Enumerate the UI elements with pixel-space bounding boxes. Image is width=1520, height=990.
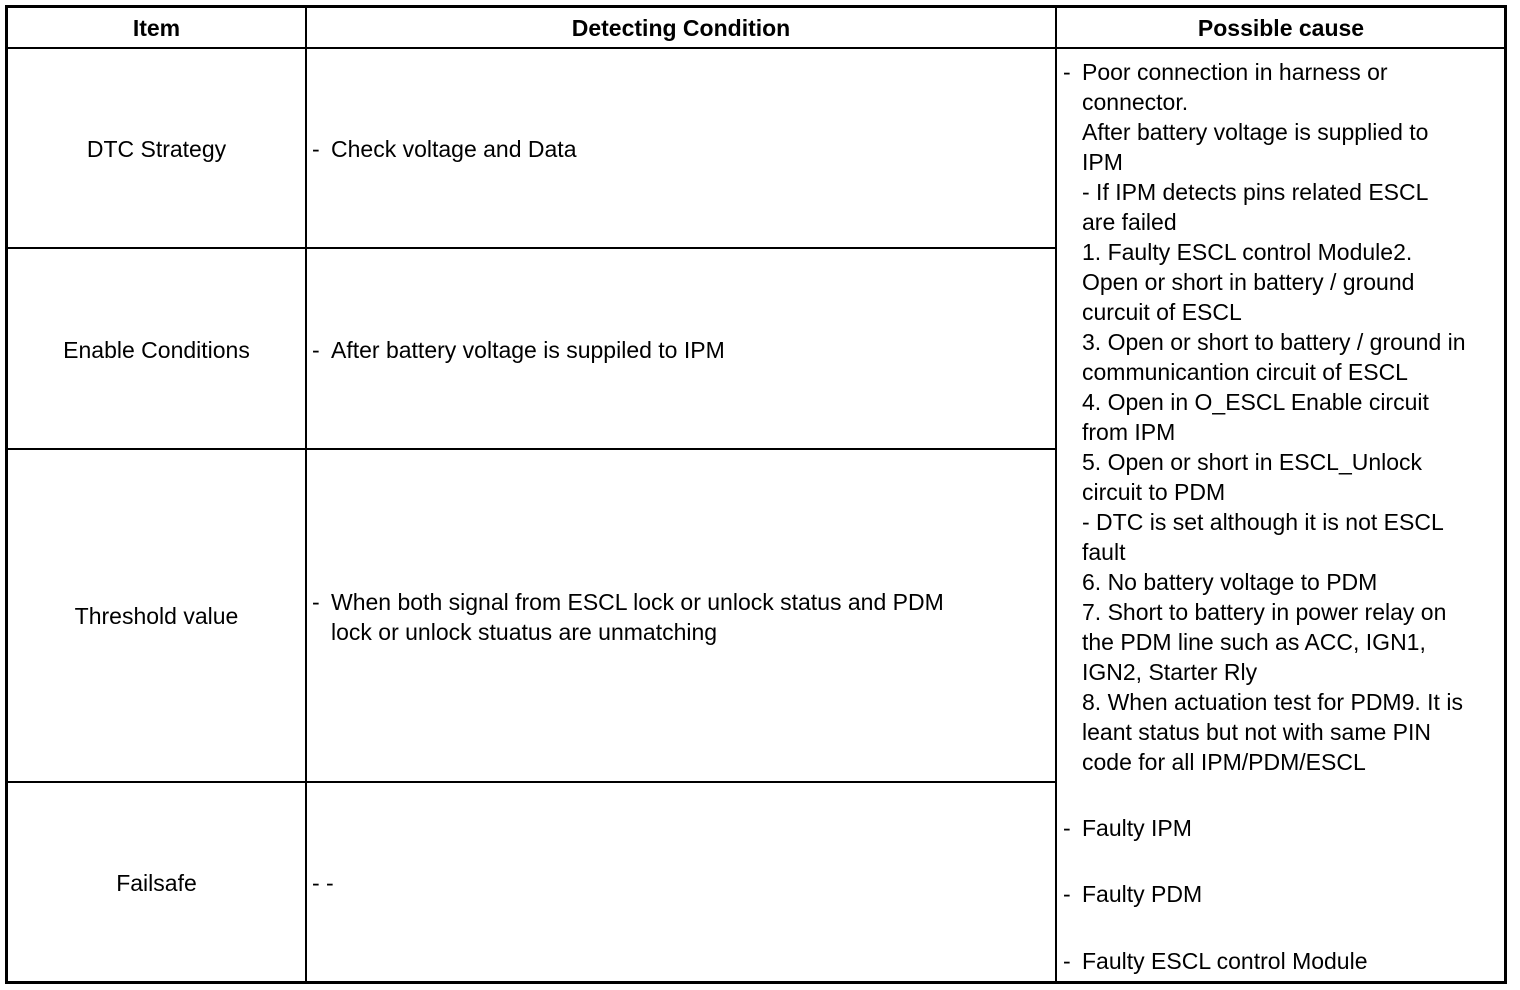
cause-line: 6. No battery voltage to PDM bbox=[1082, 569, 1378, 595]
cause-line: After battery voltage is supplied to bbox=[1082, 119, 1429, 145]
cause-line: are failed bbox=[1082, 209, 1177, 235]
cause-line: 7. Short to battery in power relay on bbox=[1082, 599, 1447, 625]
condition-line: lock or unlock stuatus are unmatching bbox=[331, 619, 718, 645]
cause-text: Faulty PDM bbox=[1082, 881, 1203, 907]
row-divider-2 bbox=[5, 448, 1056, 450]
cause-faulty-ipm bbox=[1063, 813, 1192, 843]
cause-line: - If IPM detects pins related ESCL bbox=[1082, 179, 1429, 205]
cause-line: from IPM bbox=[1082, 419, 1176, 445]
cause-dash: - bbox=[1063, 881, 1071, 907]
item-threshold-value: Threshold value bbox=[74, 603, 239, 629]
column-divider-2 bbox=[1055, 5, 1057, 984]
condition-text bbox=[331, 587, 944, 647]
cause-text: Faulty ESCL control Module bbox=[1082, 948, 1368, 974]
condition-enable-conditions bbox=[312, 335, 1052, 365]
cause-dash: - bbox=[1063, 948, 1071, 974]
cause-text: Faulty IPM bbox=[1082, 815, 1192, 841]
cause-line: Poor connection in harness or bbox=[1082, 59, 1388, 85]
cause-dash: - bbox=[1063, 59, 1071, 85]
condition-text: Check voltage and Data bbox=[331, 136, 577, 162]
item-failsafe: Failsafe bbox=[116, 870, 197, 896]
cause-line: communicantion circuit of ESCL bbox=[1082, 359, 1408, 385]
cause-line: 5. Open or short in ESCL_Unlock bbox=[1082, 449, 1423, 475]
condition-line: When both signal from ESCL lock or unlock status and PDM bbox=[331, 589, 944, 615]
cause-line: fault bbox=[1082, 539, 1126, 565]
cause-line: circuit to PDM bbox=[1082, 479, 1226, 505]
cause-item bbox=[1063, 57, 1503, 777]
condition-dtc-strategy bbox=[312, 134, 1052, 164]
header-possible-cause: Possible cause bbox=[1197, 15, 1365, 41]
possible-cause-list bbox=[1063, 57, 1503, 777]
cause-faulty-pdm bbox=[1063, 879, 1202, 909]
cause-line: - DTC is set although it is not ESCL bbox=[1082, 509, 1444, 535]
cause-dash: - bbox=[1063, 815, 1071, 841]
cause-line: Open or short in battery / ground bbox=[1082, 269, 1415, 295]
cause-line: IPM bbox=[1082, 149, 1123, 175]
condition-dash: - bbox=[312, 136, 320, 162]
condition-threshold-value bbox=[312, 587, 1052, 647]
cause-line: code for all IPM/PDM/ESCL bbox=[1082, 749, 1366, 775]
header-item: Item bbox=[132, 15, 181, 41]
item-enable-conditions: Enable Conditions bbox=[63, 337, 250, 363]
condition-failsafe: - - bbox=[312, 870, 334, 896]
item-dtc-strategy: DTC Strategy bbox=[86, 136, 227, 162]
cause-line: leant status but not with same PIN bbox=[1082, 719, 1432, 745]
cause-line: curcuit of ESCL bbox=[1082, 299, 1242, 325]
condition-dash: - bbox=[312, 589, 320, 615]
condition-text: After battery voltage is suppiled to IPM bbox=[331, 337, 725, 363]
cause-line: the PDM line such as ACC, IGN1, bbox=[1082, 629, 1426, 655]
row-divider-1 bbox=[5, 247, 1056, 249]
cause-text bbox=[1082, 57, 1466, 777]
condition-dash: - bbox=[312, 337, 320, 363]
cause-line: 4. Open in O_ESCL Enable circuit bbox=[1082, 389, 1429, 415]
cause-line: 1. Faulty ESCL control Module2. bbox=[1082, 239, 1413, 265]
cause-line: connector. bbox=[1082, 89, 1189, 115]
cause-faulty-escl bbox=[1063, 946, 1368, 976]
column-divider-1 bbox=[305, 5, 307, 984]
cause-line: 3. Open or short to battery / ground in bbox=[1082, 329, 1466, 355]
row-divider-3 bbox=[5, 781, 1056, 783]
cause-line: 8. When actuation test for PDM9. It is bbox=[1082, 689, 1463, 715]
header-detecting-condition: Detecting Condition bbox=[571, 15, 791, 41]
cause-line: IGN2, Starter Rly bbox=[1082, 659, 1258, 685]
